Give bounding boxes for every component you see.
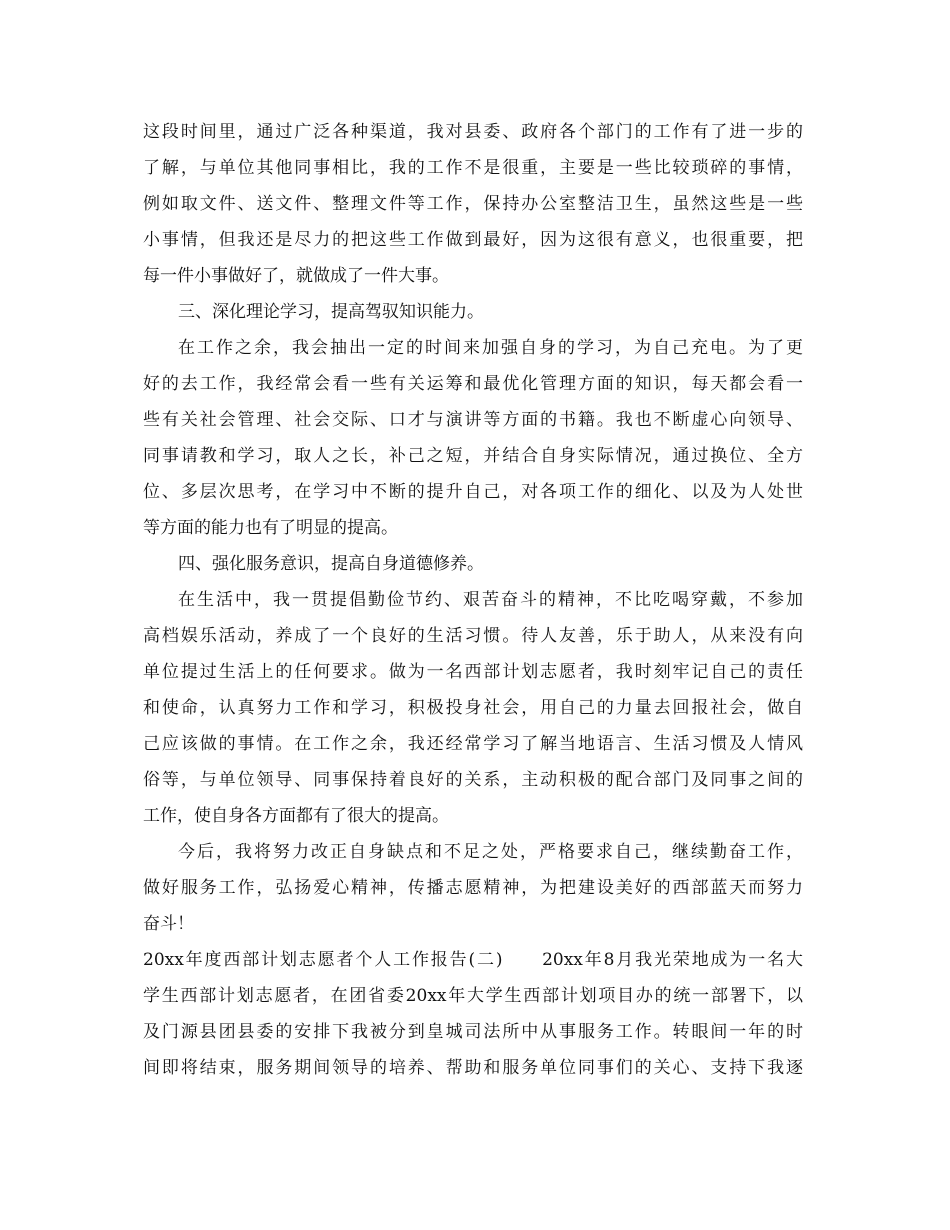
- paragraph-line: 在生活中，我一贯提倡勤俭节约、艰苦奋斗的精神，不比吃喝穿戴，不参加: [178, 590, 803, 610]
- paragraph-line: 这段时间里，通过广泛各种渠道，我对县委、政府各个部门的工作有了进一步的: [143, 122, 803, 142]
- paragraph-line: 等方面的能力也有了明显的提高。: [143, 518, 398, 538]
- paragraph-line: 奋斗！: [143, 914, 194, 934]
- paragraph-line: 单位提过生活上的任何要求。做为一名西部计划志愿者，我时刻牢记自己的责任: [143, 662, 803, 682]
- paragraph-line: 及门源县团县委的安排下我被分到皇城司法所中从事服务工作。转眼间一年的时: [143, 1022, 803, 1042]
- paragraph-line: 今后，我将努力改正自身缺点和不足之处，严格要求自己，继续勤奋工作，: [178, 842, 803, 862]
- paragraph-line: 好的去工作，我经常会看一些有关运筹和最优化管理方面的知识，每天都会看一: [143, 374, 803, 394]
- paragraph-line: 高档娱乐活动，养成了一个良好的生活习惯。待人友善，乐于助人，从来没有向: [143, 626, 803, 646]
- paragraph-line: 和使命，认真努力工作和学习，积极投身社会，用自己的力量去回报社会，做自: [143, 698, 803, 718]
- paragraph-line: 间即将结束，服务期间领导的培养、帮助和服务单位同事们的关心、支持下我逐: [143, 1058, 803, 1078]
- paragraph-line: 位、多层次思考，在学习中不断的提升自己，对各项工作的细化、以及为人处世: [143, 482, 803, 502]
- paragraph-line: 每一件小事做好了，就做成了一件大事。: [143, 266, 449, 286]
- paragraph-line: 工作，使自身各方面都有了很大的提高。: [143, 806, 449, 826]
- paragraph-line: 在工作之余，我会抽出一定的时间来加强自身的学习，为自己充电。为了更: [178, 338, 803, 358]
- section-heading: 三、深化理论学习，提高驾驭知识能力。: [178, 302, 484, 322]
- paragraph-line: 俗等，与单位领导、同事保持着良好的关系，主动积极的配合部门及同事之间的: [143, 770, 803, 790]
- paragraph-line: 了解，与单位其他同事相比，我的工作不是很重，主要是一些比较琐碎的事情，: [143, 158, 803, 178]
- paragraph-line: 些有关社会管理、社会交际、口才与演讲等方面的书籍。我也不断虚心向领导、: [143, 410, 803, 430]
- paragraph-line: 己应该做的事情。在工作之余，我还经常学习了解当地语言、生活习惯及人情风: [143, 734, 803, 754]
- paragraph-line: 例如取文件、送文件、整理文件等工作，保持办公室整洁卫生，虽然这些是一些: [143, 194, 803, 214]
- paragraph-line: 同事请教和学习，取人之长，补己之短，并结合自身实际情况，通过换位、全方: [143, 446, 803, 466]
- section-heading: 四、强化服务意识，提高自身道德修养。: [178, 554, 484, 574]
- paragraph-line: 小事情，但我还是尽力的把这些工作做到最好，因为这很有意义，也很重要，把: [143, 230, 803, 250]
- paragraph-line: 做好服务工作，弘扬爱心精神，传播志愿精神，为把建设美好的西部蓝天而努力: [143, 878, 803, 898]
- report-title-line: 20xx年度西部计划志愿者个人工作报告(二) 20xx年8月我光荣地成为一名大: [143, 950, 803, 970]
- paragraph-line: 学生西部计划志愿者，在团省委20xx年大学生西部计划项目办的统一部署下，以: [143, 986, 803, 1006]
